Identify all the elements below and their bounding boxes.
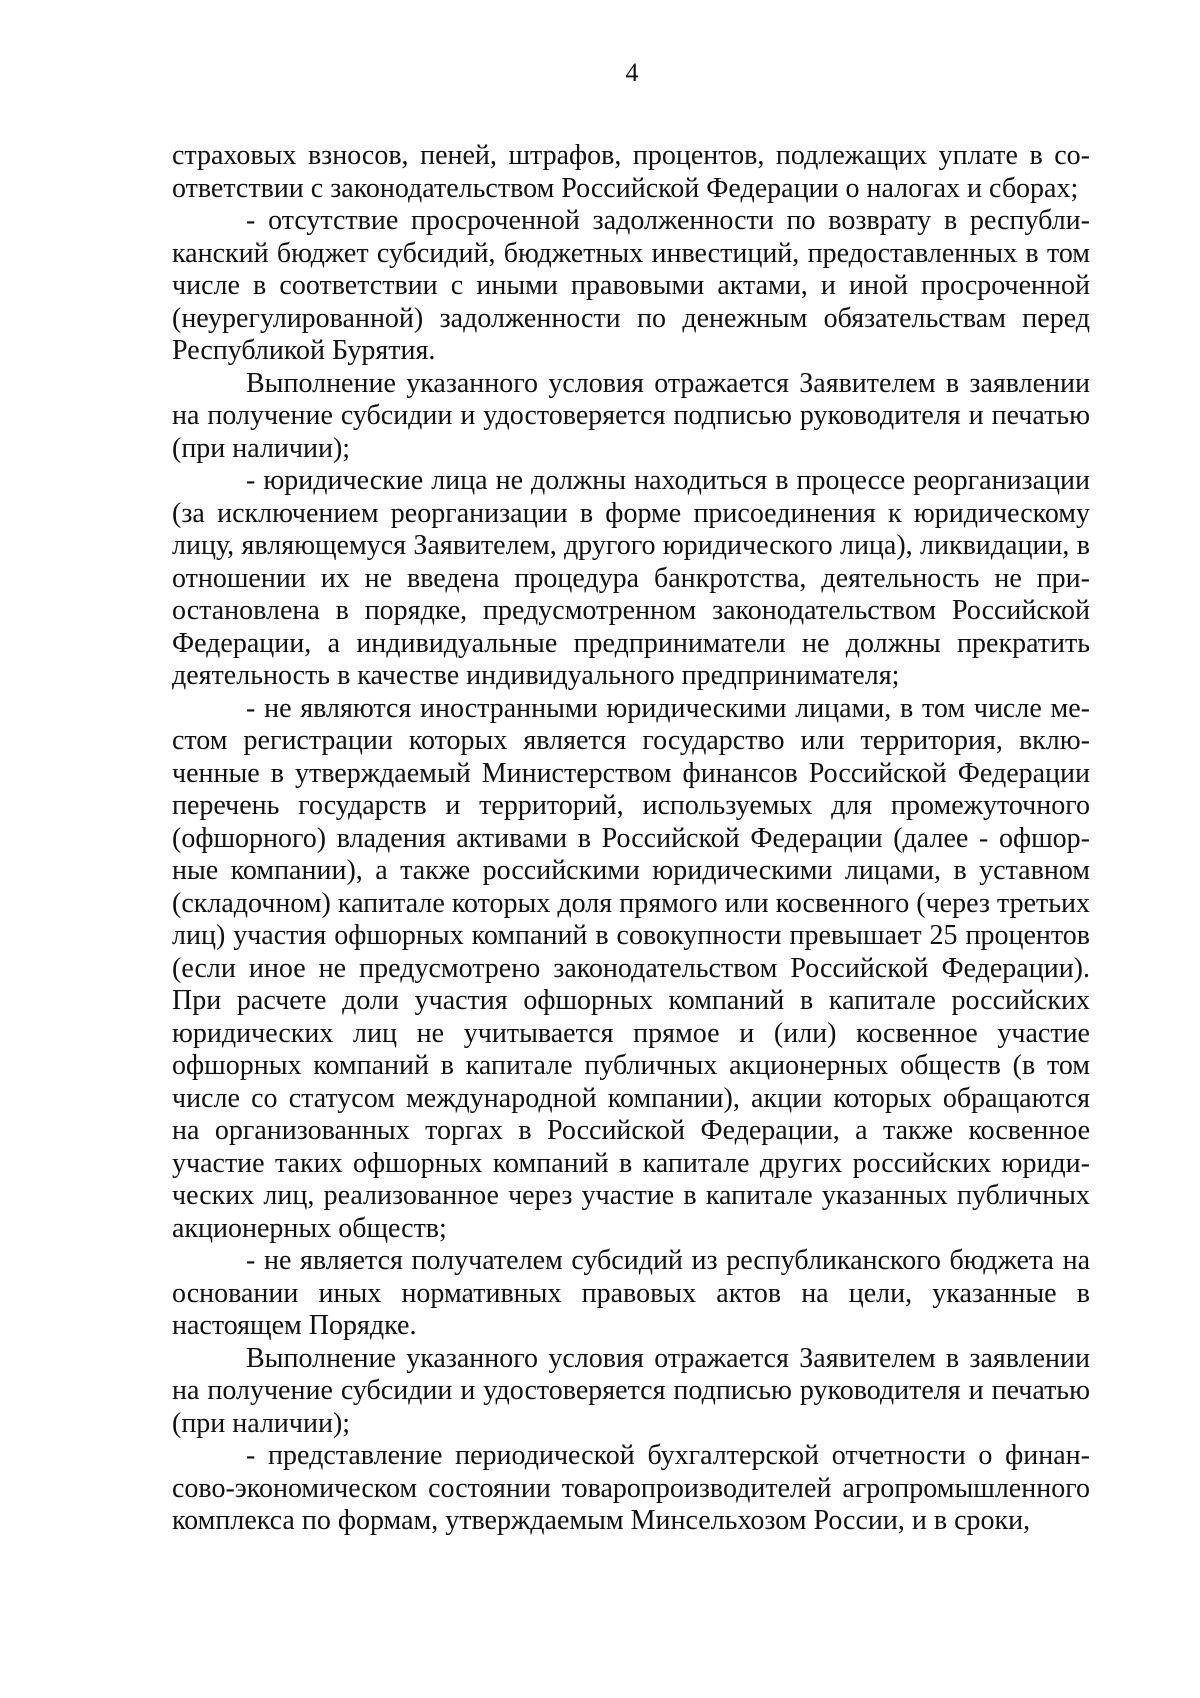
page-number: 4: [625, 58, 639, 87]
paragraph-1: страховых взносов, пеней, штрафов, процентов, подлежащих уплате в соответствии с законодательством Российской Федерации о налогах и сборах;: [172, 140, 1090, 204]
paragraph-8: - представление периодической бухгалтерской отчетности о финансово-экономическом состоянии товаропроизводителей агропромышленного комплекса по формам, утверждаемым Минсельхозом России, и в сроки,: [172, 1440, 1090, 1536]
paragraph-3: Выполнение указанного условия отражается Заявителем в заявлении на получение субсидии и удостоверяется подписью руководителя и печатью (при наличии);: [172, 367, 1090, 464]
paragraph-5: - не являются иностранными юридическими лицами, в том числе местом регистрации которых является государство или территория, включенные в утверждаемый Министерством финансов Российской Федерации перечень государств и территорий, используемых для промежуточного (офшорного) владения активами в Российской Федерации (далее - офшорные компании), а также российскими юридическими лицами, в уставном (складочном) капитале которых доля прямого или косвенного (через третьих лиц) участия офшорных компаний в совокупности превышает 25 процентов (если иное не предусмотрено законодательством Российской Федерации). При расчете доли участия офшорных компаний в капитале российских юридических лиц не учитывается прямое и (или) косвенное участие офшорных компаний в капитале публичных акционерных обществ (в том числе со статусом международной компании), акции которых обращаются на организованных торгах в Российской Федерации, а также косвенное участие таких офшорных компаний в капитале других российских юридических лиц, реализованное через участие в капитале указанных публичных акционерных обществ;: [172, 692, 1090, 1244]
paragraph-6: - не является получателем субсидий из республиканского бюджета на основании иных нормативных правовых актов на цели, указанные в настоящем Порядке.: [172, 1245, 1090, 1341]
paragraph-7: Выполнение указанного условия отражается Заявителем в заявлении на получение субсидии и удостоверяется подписью руководителя и печатью (при наличии);: [172, 1342, 1090, 1439]
paragraph-4: - юридические лица не должны находиться в процессе реорганизации (за исключением реорганизации в форме присоединения к юридическому лицу, являющемуся Заявителем, другого юридического лица), ликвидации, в отношении их не введена процедура банкротства, деятельность не приостановлена в порядке, предусмотренном законодательством Российской Федерации, а индивидуальные предприниматели не должны прекратить деятельность в качестве индивидуального предпринимателя;: [172, 465, 1090, 691]
document-body: [172, 140, 1090, 1538]
paragraph-2: - отсутствие просроченной задолженности по возврату в республиканский бюджет субсидий, бюджетных инвестиций, предоставленных в том числе в соответствии с иными правовыми актами, и иной просроченной (неурегулированной) задолженности по денежным обязательствам перед Республикой Бурятия.: [172, 205, 1090, 366]
